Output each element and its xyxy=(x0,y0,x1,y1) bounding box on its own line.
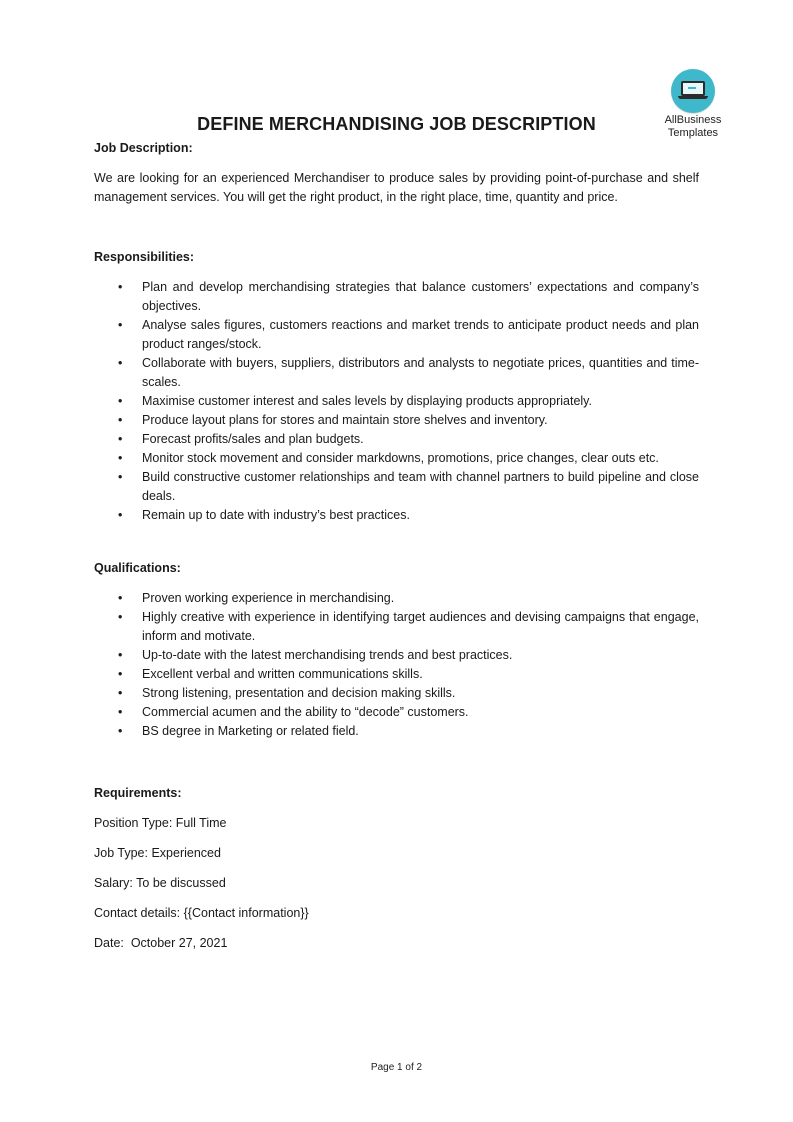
list-item: • Build constructive customer relationships and team with channel partners to build pipeline and close deals. xyxy=(118,470,699,503)
bullet-icon: • xyxy=(118,356,123,370)
bullet-icon: • xyxy=(118,610,123,624)
bullet-icon: • xyxy=(118,413,123,427)
bullet-icon: • xyxy=(118,451,123,465)
laptop-icon xyxy=(671,69,715,113)
salary: Salary: To be discussed xyxy=(94,876,226,890)
bullet-icon: • xyxy=(118,318,123,332)
list-item: • Highly creative with experience in identifying target audiences and devising campaigns that engage, inform and motivate. xyxy=(118,610,699,643)
list-item: • Maximise customer interest and sales levels by displaying products appropriately. xyxy=(94,392,699,411)
contact-details: Contact details: {{Contact information}} xyxy=(94,906,309,920)
list-item: • Monitor stock movement and consider markdowns, promotions, price changes, clear outs etc. xyxy=(94,449,699,468)
list-item: • Plan and develop merchandising strategies that balance customers’ expectations and company’s objectives. xyxy=(118,280,699,313)
bullet-icon: • xyxy=(118,470,123,484)
list-item: • Excellent verbal and written communications skills. xyxy=(94,665,699,684)
responsibilities-list xyxy=(94,278,699,525)
bullet-icon: • xyxy=(118,432,123,446)
bullet-icon: • xyxy=(118,280,123,294)
responsibilities-heading: Responsibilities: xyxy=(94,250,195,264)
bullet-icon: • xyxy=(118,724,123,738)
qualifications-list xyxy=(94,589,699,741)
list-item: • Strong listening, presentation and decision making skills. xyxy=(94,684,699,703)
job-type: Job Type: Experienced xyxy=(94,846,221,860)
list-item: • Produce layout plans for stores and maintain store shelves and inventory. xyxy=(94,411,699,430)
date: Date: October 27, 2021 xyxy=(94,936,228,950)
bullet-icon: • xyxy=(118,591,123,605)
logo-text-line1: AllBusiness xyxy=(664,114,722,126)
requirements-section xyxy=(94,784,699,953)
bullet-icon: • xyxy=(118,667,123,681)
list-item: • Proven working experience in merchandising. xyxy=(94,589,699,608)
bullet-icon: • xyxy=(118,394,123,408)
requirements-heading: Requirements: xyxy=(94,786,182,800)
bullet-icon: • xyxy=(118,648,123,662)
bullet-icon: • xyxy=(118,508,123,522)
list-item: • Collaborate with buyers, suppliers, distributors and analysts to negotiate prices, quantities and time-scales. xyxy=(118,356,699,389)
list-item: • Up-to-date with the latest merchandising trends and best practices. xyxy=(94,646,699,665)
bullet-icon: • xyxy=(118,686,123,700)
responsibilities-section xyxy=(94,248,699,525)
list-item: • Analyse sales figures, customers reactions and market trends to anticipate product needs and plan product ranges/stock. xyxy=(118,318,699,351)
bullet-icon: • xyxy=(118,705,123,719)
qualifications-heading: Qualifications: xyxy=(94,561,181,575)
qualifications-section xyxy=(94,559,699,741)
list-item: • Forecast profits/sales and plan budgets. xyxy=(94,430,699,449)
page-footer: Page 1 of 2 xyxy=(370,1062,423,1073)
job-description-heading: Job Description: xyxy=(94,141,193,155)
list-item: • BS degree in Marketing or related field. xyxy=(94,722,699,741)
job-description-section xyxy=(94,139,699,207)
page-title: DEFINE MERCHANDISING JOB DESCRIPTION xyxy=(197,114,596,134)
logo-text-line2: Templates xyxy=(667,127,719,139)
job-description-text: We are looking for an experienced Merchandiser to produce sales by providing point-of-purchase and shelf management services. You will get the right product, in the right place, time, quantity and price. xyxy=(94,171,699,204)
list-item: • Commercial acumen and the ability to “decode” customers. xyxy=(94,703,699,722)
list-item: • Remain up to date with industry’s best practices. xyxy=(94,506,699,525)
position-type: Position Type: Full Time xyxy=(94,816,227,830)
